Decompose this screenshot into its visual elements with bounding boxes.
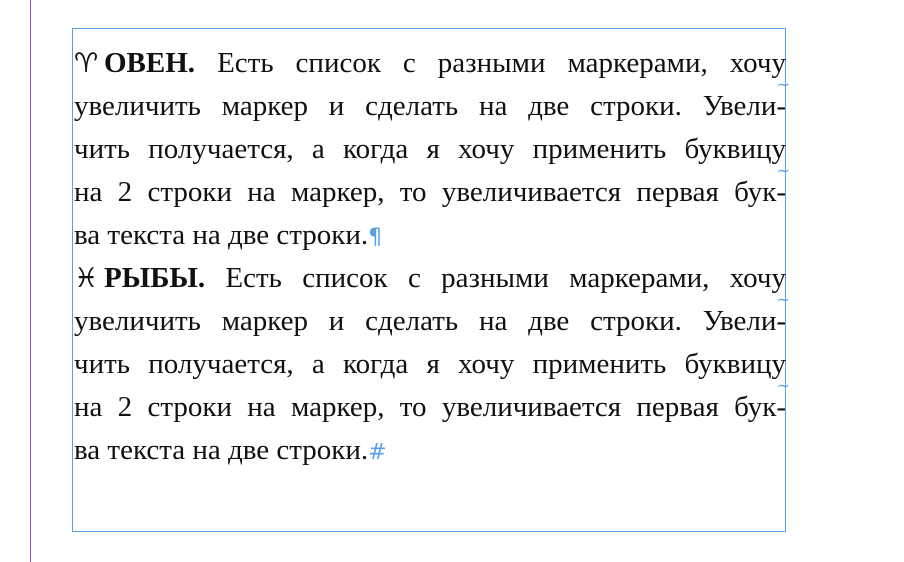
paragraph-1-line-3[interactable] xyxy=(74,128,786,171)
paragraph-2-text-5: ва текста на две строки. xyxy=(74,434,369,466)
paragraph-2-line-3[interactable] xyxy=(74,343,786,386)
paragraph-2-line-4[interactable] xyxy=(74,376,790,429)
paragraph-1-line-5[interactable] xyxy=(74,214,786,257)
text-frame[interactable] xyxy=(72,28,790,532)
end-of-story-mark: # xyxy=(368,440,387,465)
paragraph-1-text-4: на 2 строки на маркер, то увеличивается первая бук- xyxy=(74,176,786,208)
paragraph-2-line-5[interactable] xyxy=(74,429,786,472)
hyphen-marker: ~ xyxy=(776,75,790,94)
paragraph-1-text-5: ва текста на две строки. xyxy=(74,219,369,251)
aries-icon: ♈ xyxy=(74,48,99,79)
paragraph-1-line-4[interactable] xyxy=(74,161,790,214)
paragraph-1-line-2[interactable] xyxy=(74,75,790,128)
paragraph-2-text-1: Есть список с разными маркерами, хочу xyxy=(205,262,786,294)
paragraph-1-line-1[interactable] xyxy=(74,42,786,85)
paragraph-2-lead: РЫБЫ. xyxy=(104,262,206,294)
pilcrow-mark: ¶ xyxy=(368,225,383,250)
hyphen-marker: ~ xyxy=(776,290,790,309)
paragraph-2-line-1[interactable] xyxy=(74,257,786,300)
paragraph-1-lead: ОВЕН. xyxy=(104,47,196,79)
paragraph-2-line-2[interactable] xyxy=(74,290,790,343)
hyphen-marker: ~ xyxy=(776,376,790,395)
margin-guide-line xyxy=(30,0,31,562)
pisces-icon: ♓ xyxy=(74,263,99,294)
text-content[interactable] xyxy=(74,42,790,472)
paragraph-1-text-2: увеличить маркер и сделать на две строки. Увели- xyxy=(74,90,786,122)
paragraph-1-text-3: чить получается, а когда я хочу применить буквицу xyxy=(74,133,786,165)
hyphen-marker: ~ xyxy=(776,161,790,180)
paragraph-1-text-1: Есть список с разными маркерами, хочу xyxy=(195,47,786,79)
paragraph-2-text-3: чить получается, а когда я хочу применить буквицу xyxy=(74,348,786,380)
paragraph-2-text-4: на 2 строки на маркер, то увеличивается первая бук- xyxy=(74,391,786,423)
paragraph-2-text-2: увеличить маркер и сделать на две строки. Увели- xyxy=(74,305,786,337)
